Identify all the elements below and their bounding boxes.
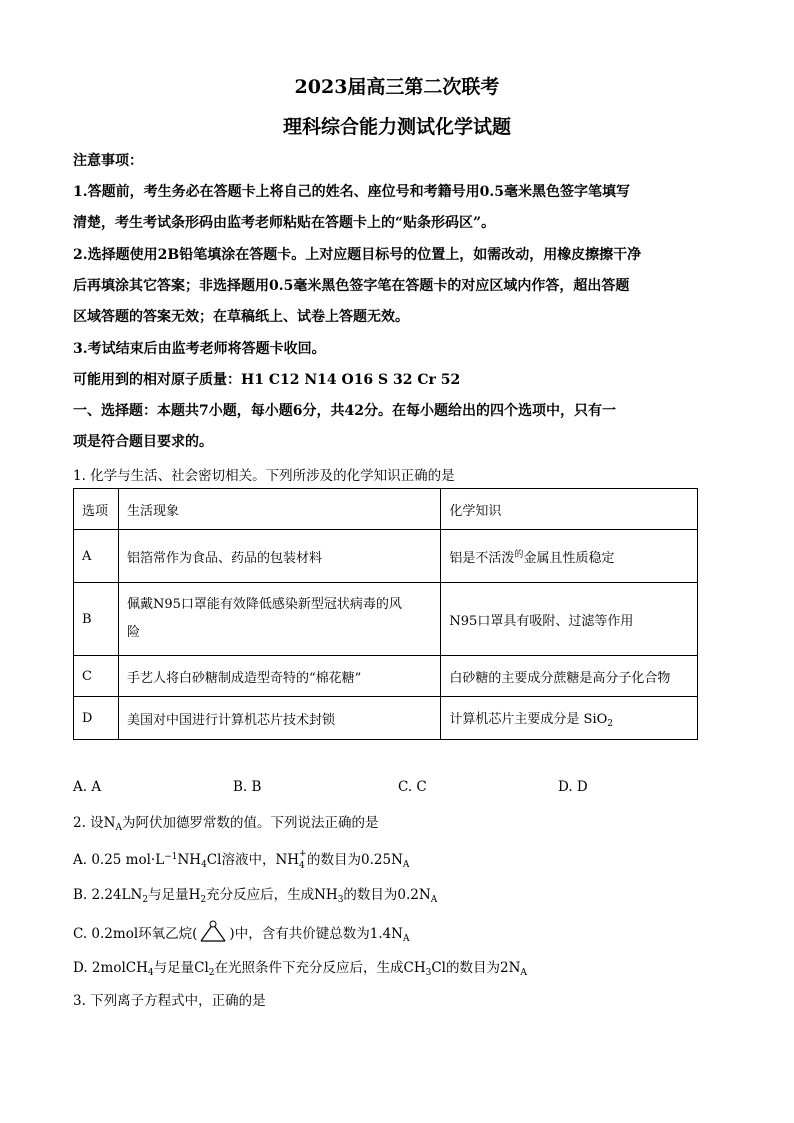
notice-item-2-line-3: 区域答题的答案无效；在草稿纸上、试卷上答题无效。 xyxy=(73,309,409,325)
option-cell: A xyxy=(74,530,119,583)
knowledge-cell xyxy=(441,697,698,740)
question-1-stem: 1. 化学与生活、社会密切相关。下列所涉及的化学知识正确的是 xyxy=(73,468,455,484)
phenomenon-line: 佩戴N95口罩能有效降低感染新型冠状病毒的风 xyxy=(126,597,402,612)
knowledge-cell xyxy=(441,530,698,583)
question-3-stem: 3. 下列离子方程式中，正确的是 xyxy=(73,993,266,1009)
option-cell: C xyxy=(74,656,119,697)
question-2-option-d xyxy=(73,956,527,978)
choice-c: C. C xyxy=(398,779,427,795)
knowledge-text-part: 2 xyxy=(607,718,613,729)
choice-b: B. B xyxy=(233,779,262,795)
subscript: A xyxy=(115,823,122,833)
phenomenon-line: 险 xyxy=(126,625,140,640)
text-part: 与足量Cl xyxy=(153,960,209,976)
superscript: + xyxy=(299,848,307,859)
subscript: A xyxy=(402,934,410,944)
choice-a: A. A xyxy=(73,779,102,795)
text-part: 2. 设N xyxy=(73,815,116,831)
text-part: 充分反应后，生成NH xyxy=(206,887,338,903)
text-part: )中，含有共价键总数为1.4N xyxy=(229,926,403,942)
text-part: 的数目为0.25N xyxy=(307,852,403,868)
question-2-option-c xyxy=(73,920,409,944)
notice-item-3: 3.考试结束后由监考老师将答题卡收回。 xyxy=(73,341,326,357)
text-part: C. 0.2mol环氧乙烷( xyxy=(73,926,198,942)
text-part: Cl的数目为2N xyxy=(431,960,521,976)
subscript: 2 xyxy=(200,895,207,905)
knowledge-text-part: 金属且性质稳定 xyxy=(523,550,615,566)
exam-title: 2023届高三第二次联考 xyxy=(294,76,500,98)
knowledge-cell: N95口罩具有吸附、过滤等作用 xyxy=(441,583,698,656)
text-part: 与足量H xyxy=(148,887,201,903)
knowledge-text-part: 计算机芯片主要成分是 SiO xyxy=(449,711,608,727)
text-part: 为阿伏加德罗常数的值。下列说法正确的是 xyxy=(121,815,379,831)
question-2-option-a xyxy=(73,848,409,870)
subscript: A xyxy=(520,968,527,978)
phenomenon-cell: 美国对中国进行计算机芯片技术封锁 xyxy=(118,697,440,740)
section-1-heading-line-1: 一、选择题：本题共7小题，每小题6分，共42分。在每小题给出的四个选项中，只有一 xyxy=(73,403,616,419)
option-cell: D xyxy=(74,697,119,740)
notice-item-2-line-2: 后再填涂其它答案；非选择题用0.5毫米黑色签字笔在答题卡的对应区域内作答，超出答题 xyxy=(73,278,630,294)
epoxide-ring-icon xyxy=(198,920,228,944)
table-header-row xyxy=(74,489,698,530)
notice-heading: 注意事项： xyxy=(73,153,143,169)
phenomenon-cell: 手艺人将白砂糖制成造型奇特的“棉花糖” xyxy=(118,656,440,697)
knowledge-text-part: 铝是不活泼 xyxy=(449,550,515,566)
subscript: 3 xyxy=(337,895,344,905)
text-part: B. 2.24LN xyxy=(73,887,143,903)
text-part: A. 0.25 mol·L xyxy=(73,852,165,868)
knowledge-text-part: 的 xyxy=(514,549,524,560)
choice-d: D. D xyxy=(558,779,588,795)
phenomenon-cell: 铝箔常作为食品、药品的包装材料 xyxy=(118,530,440,583)
table-row xyxy=(74,656,698,697)
subscript: 2 xyxy=(208,968,215,978)
knowledge-cell: 白砂糖的主要成分蔗糖是高分子化合物 xyxy=(441,656,698,697)
subscript: 4 xyxy=(147,968,154,978)
text-part: Cl溶液中，NH xyxy=(206,852,300,868)
question-2-stem xyxy=(73,811,378,833)
exam-subtitle: 理科综合能力测试化学试题 xyxy=(282,116,511,138)
ion-charge-stack xyxy=(299,848,307,871)
subscript: 2 xyxy=(142,895,149,905)
notice-item-1-line-2: 清楚，考生考试条形码由监考老师粘贴在答题卡上的“贴条形码区”。 xyxy=(73,215,496,231)
table-header-cell: 生活现象 xyxy=(118,489,440,530)
table-row xyxy=(74,583,698,656)
table-row xyxy=(74,530,698,583)
table-header-cell: 选项 xyxy=(74,489,119,530)
text-part: D. 2molCH xyxy=(73,960,148,976)
notice-item-1-line-1: 1.答题前，考生务必在答题卡上将自己的姓名、座位号和考籍号用0.5毫米黑色签字笔填写 xyxy=(73,184,630,200)
subscript: A xyxy=(402,860,410,870)
notice-item-2-line-1: 2.选择题使用2B铅笔填涂在答题卡。上对应题目标号的位置上，如需改动，用橡皮擦擦干净 xyxy=(73,247,642,263)
section-1-heading-line-2: 项是符合题目要求的。 xyxy=(73,434,213,450)
question-1-table xyxy=(73,488,698,740)
text-part: 在光照条件下充分反应后，生成CH xyxy=(214,960,426,976)
question-2-option-b xyxy=(73,883,437,905)
text-part: NH xyxy=(177,852,202,868)
phenomenon-cell xyxy=(118,583,440,656)
table-row xyxy=(74,697,698,740)
subscript: 4 xyxy=(299,860,305,871)
subscript: 3 xyxy=(425,968,432,978)
subscript: 4 xyxy=(201,860,207,870)
text-part: 的数目为0.2N xyxy=(343,887,431,903)
option-cell: B xyxy=(74,583,119,656)
superscript: −1 xyxy=(164,852,178,862)
table-header-cell: 化学知识 xyxy=(441,489,698,530)
atomic-mass-line: 可能用到的相对原子质量：H1 C12 N14 O16 S 32 Cr 52 xyxy=(73,372,461,388)
subscript: A xyxy=(430,895,438,905)
